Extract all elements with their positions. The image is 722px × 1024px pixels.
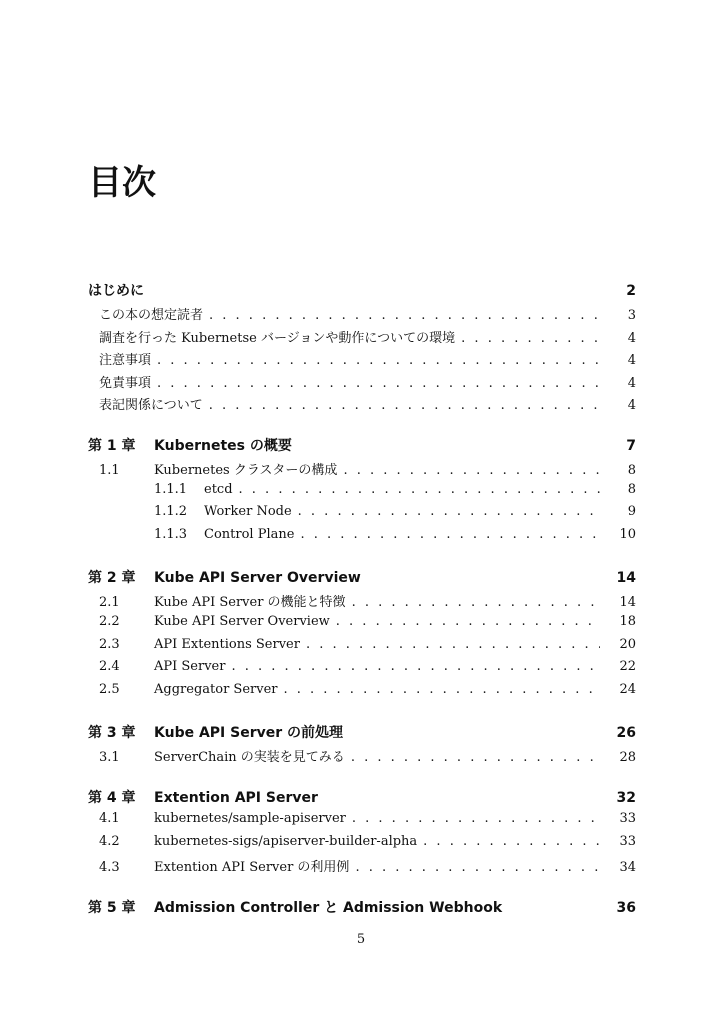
toc-page-number: 8 (627, 481, 636, 497)
leader-dots (306, 637, 600, 652)
toc-section-number: 4.2 (99, 833, 120, 849)
toc-chapter-number: 第 1 章 (88, 437, 136, 454)
leader-dots (209, 308, 600, 323)
leader-dots (423, 834, 600, 849)
toc-section-title: 免責事項 (99, 375, 152, 391)
toc-chapter-number: 第 2 章 (88, 570, 136, 587)
toc-section-title: Kubernetes クラスターの構成 (154, 462, 338, 478)
toc-subsection-number: 1.1.2 (154, 504, 188, 520)
toc-section-entry[interactable] (88, 746, 636, 769)
toc-subsection-title: etcd (204, 481, 233, 497)
leader-dots (300, 527, 600, 542)
toc-chapter-number: 第 5 章 (88, 899, 136, 916)
toc-section-entry[interactable] (88, 659, 636, 682)
toc-chapter-title: Kube API Server Overview (154, 570, 361, 587)
toc-section-title: kubernetes-sigs/apiserver-builder-alpha (154, 833, 418, 849)
toc-chapter-5 (88, 897, 636, 921)
toc-subsection-title: Worker Node (204, 504, 292, 520)
toc-page-number: 34 (619, 860, 636, 876)
toc-chapter-entry[interactable] (88, 435, 636, 459)
toc-page-number: 8 (627, 462, 636, 478)
toc-section-title: この本の想定読者 (99, 308, 204, 323)
toc-subsection-entry[interactable] (88, 527, 636, 550)
toc-chapter-title: はじめに (88, 283, 144, 299)
leader-dots (157, 353, 600, 368)
toc-section-title: kubernetes/sample-apiserver (154, 810, 346, 826)
toc-chapter-title: Admission Controller と Admission Webhook (154, 899, 503, 916)
toc-section-entry[interactable] (88, 834, 636, 857)
toc-page-number: 33 (619, 810, 636, 826)
leader-dots (283, 682, 600, 697)
toc-section-title: ServerChain の実装を見てみる (154, 750, 345, 766)
toc-chapter-number: 第 3 章 (88, 725, 136, 742)
toc-subsection-number: 1.1.1 (154, 481, 188, 497)
toc-section-entry[interactable] (88, 811, 636, 834)
toc-section-title: Kube API Server Overview (154, 613, 330, 629)
toc-page-number: 14 (619, 595, 636, 611)
toc-chapter-title: Kubernetes の概要 (154, 437, 292, 454)
leader-dots (355, 860, 600, 875)
toc-section-entry[interactable] (88, 637, 636, 660)
toc-section-number: 2.4 (99, 659, 120, 675)
toc-page-number: 2 (626, 283, 636, 299)
toc-page-number: 18 (619, 613, 636, 629)
toc-page-number: 32 (616, 789, 636, 806)
page-title: 目次 (88, 163, 156, 203)
toc-chapter-entry[interactable] (88, 280, 636, 304)
toc-intro (88, 280, 636, 417)
toc-chapter-entry[interactable] (88, 787, 636, 811)
toc-section-entry[interactable] (88, 856, 636, 879)
toc-section-entry[interactable] (88, 349, 636, 372)
toc-section-number: 4.1 (99, 810, 120, 826)
toc-page-number: 33 (619, 833, 636, 849)
toc-page-number: 7 (626, 437, 636, 454)
leader-dots (461, 331, 600, 346)
toc-page-number: 4 (627, 353, 636, 369)
toc-chapter-number: 第 4 章 (88, 789, 136, 806)
toc-chapter-title: Kube API Server の前処理 (154, 725, 344, 742)
toc-page-number: 28 (619, 750, 636, 766)
toc-section-title: API Extentions Server (154, 636, 300, 652)
toc-section-entry[interactable] (88, 614, 636, 637)
toc-section-entry[interactable] (88, 394, 636, 417)
toc-section-title: Aggregator Server (154, 681, 278, 697)
toc-section-title: 注意事項 (99, 353, 152, 369)
toc-chapter-2 (88, 567, 636, 704)
toc-chapter-entry[interactable] (88, 897, 636, 921)
toc-chapter-1 (88, 435, 636, 549)
leader-dots (343, 463, 600, 478)
toc-section-number: 1.1 (99, 462, 120, 478)
leader-dots (209, 398, 600, 413)
leader-dots (336, 614, 600, 629)
leader-dots (231, 659, 600, 674)
toc-page-number: 26 (616, 725, 636, 742)
leader-dots (352, 595, 600, 610)
toc-section-number: 2.2 (99, 613, 120, 629)
toc-page-number: 36 (616, 899, 636, 916)
toc-section-number: 4.3 (99, 860, 120, 876)
toc-subsection-entry[interactable] (88, 504, 636, 527)
toc-subsection-title: Control Plane (204, 526, 295, 542)
toc-section-number: 3.1 (99, 750, 120, 766)
toc-section-title: Extention API Server の利用例 (154, 860, 350, 876)
toc-section-title: 表記関係について (99, 398, 203, 414)
toc-chapter-4 (88, 787, 636, 879)
toc-section-entry[interactable] (88, 459, 636, 482)
toc-chapter-entry[interactable] (88, 567, 636, 591)
toc-section-entry[interactable] (88, 327, 636, 350)
leader-dots (352, 811, 600, 826)
toc-section-entry[interactable] (88, 372, 636, 395)
toc-section-number: 2.5 (99, 681, 120, 697)
toc-page-number: 4 (627, 398, 636, 414)
toc-page-number: 4 (627, 330, 636, 346)
page-number-footer: 5 (356, 932, 366, 947)
toc-section-title: API Server (154, 659, 226, 675)
toc-subsection-entry[interactable] (88, 482, 636, 505)
toc-page-number: 20 (619, 636, 636, 652)
toc-page-number: 14 (616, 570, 636, 587)
toc-section-number: 2.1 (99, 595, 120, 611)
toc-chapter-title: Extention API Server (154, 789, 318, 806)
toc-section-title: 調査を行った Kubernetse バージョンや動作についての環境 (99, 330, 456, 346)
toc-section-title: Kube API Server の機能と特徴 (154, 595, 346, 611)
table-of-contents (88, 280, 636, 921)
leader-dots (351, 750, 600, 765)
toc-page-number: 10 (619, 526, 636, 542)
toc-page-number: 9 (627, 504, 636, 520)
toc-section-entry[interactable] (88, 304, 636, 327)
toc-section-entry[interactable] (88, 682, 636, 705)
toc-section-number: 2.3 (99, 636, 120, 652)
toc-chapter-entry[interactable] (88, 722, 636, 746)
leader-dots (157, 376, 600, 391)
toc-section-entry[interactable] (88, 591, 636, 614)
toc-chapter-3 (88, 722, 636, 769)
toc-page-number: 4 (627, 375, 636, 391)
leader-dots (298, 504, 600, 519)
toc-subsection-number: 1.1.3 (154, 526, 188, 542)
toc-page-number: 22 (619, 659, 636, 675)
leader-dots (239, 482, 600, 497)
toc-page-number: 24 (619, 681, 636, 697)
toc-page-number: 3 (627, 308, 636, 323)
